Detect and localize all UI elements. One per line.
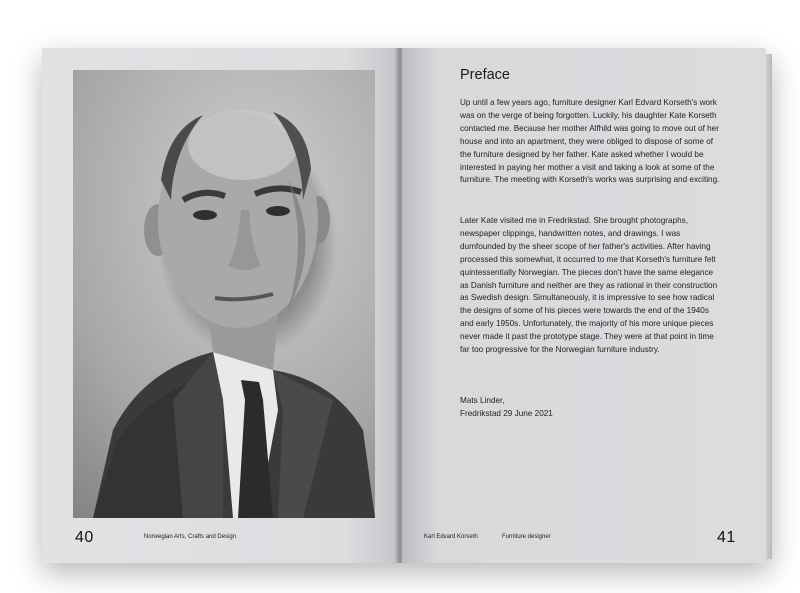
- signature-name: Mats Linder,: [460, 396, 505, 405]
- page-number-left: 40: [75, 529, 94, 546]
- page-title: Preface: [460, 67, 510, 83]
- page-number-right: 41: [717, 529, 736, 546]
- portrait-illustration: [73, 70, 375, 518]
- paragraph-2: Later Kate visited me in Fredrikstad. She brought photographs, newspaper clippings, handwritten notes, and drawings. I was dumfounded by the sheer scope of her father's activities. After having processed this somewhat, it occurred to me that Korseth's furniture felt quintessentially Norwegian. The pieces don't have the same elegance as Danish furniture and neither are they as rational in their construction as Swedish design. Simultaneously, it is impressive to see how radical the designs of some of his pieces were towards the end of the 1940s and early 1950s. Unfortunately, the majority of his more unique pieces never made it past the prototype stage. They were at that point in time far too progressive for the Norwegian furniture industry.: [460, 216, 718, 355]
- signature-place-date: Fredrikstad 29 June 2021: [460, 408, 553, 418]
- running-title: Norwegian Arts, Crafts and Design: [144, 534, 237, 540]
- portrait-photo: [73, 70, 375, 518]
- signature: [460, 395, 553, 421]
- running-author: Karl Edvard Korseth: [424, 534, 478, 540]
- page-edge: [766, 54, 772, 559]
- running-section: Furniture designer: [502, 534, 551, 540]
- paragraph-1: Up until a few years ago, furniture designer Karl Edvard Korseth's work was on the verge of being forgotten. Luckily, his daughter Kate Korseth contacted me. Because her mother Alfhild was going to move out of her house and into an apartment, they were obliged to dispose of some of the furniture designed by her father. Kate asked whether I would be interested in paying her mother a visit and taking a look at some of the furniture. The meeting with Korseth's works was surprising and exciting.: [460, 98, 720, 185]
- left-page: [42, 48, 398, 563]
